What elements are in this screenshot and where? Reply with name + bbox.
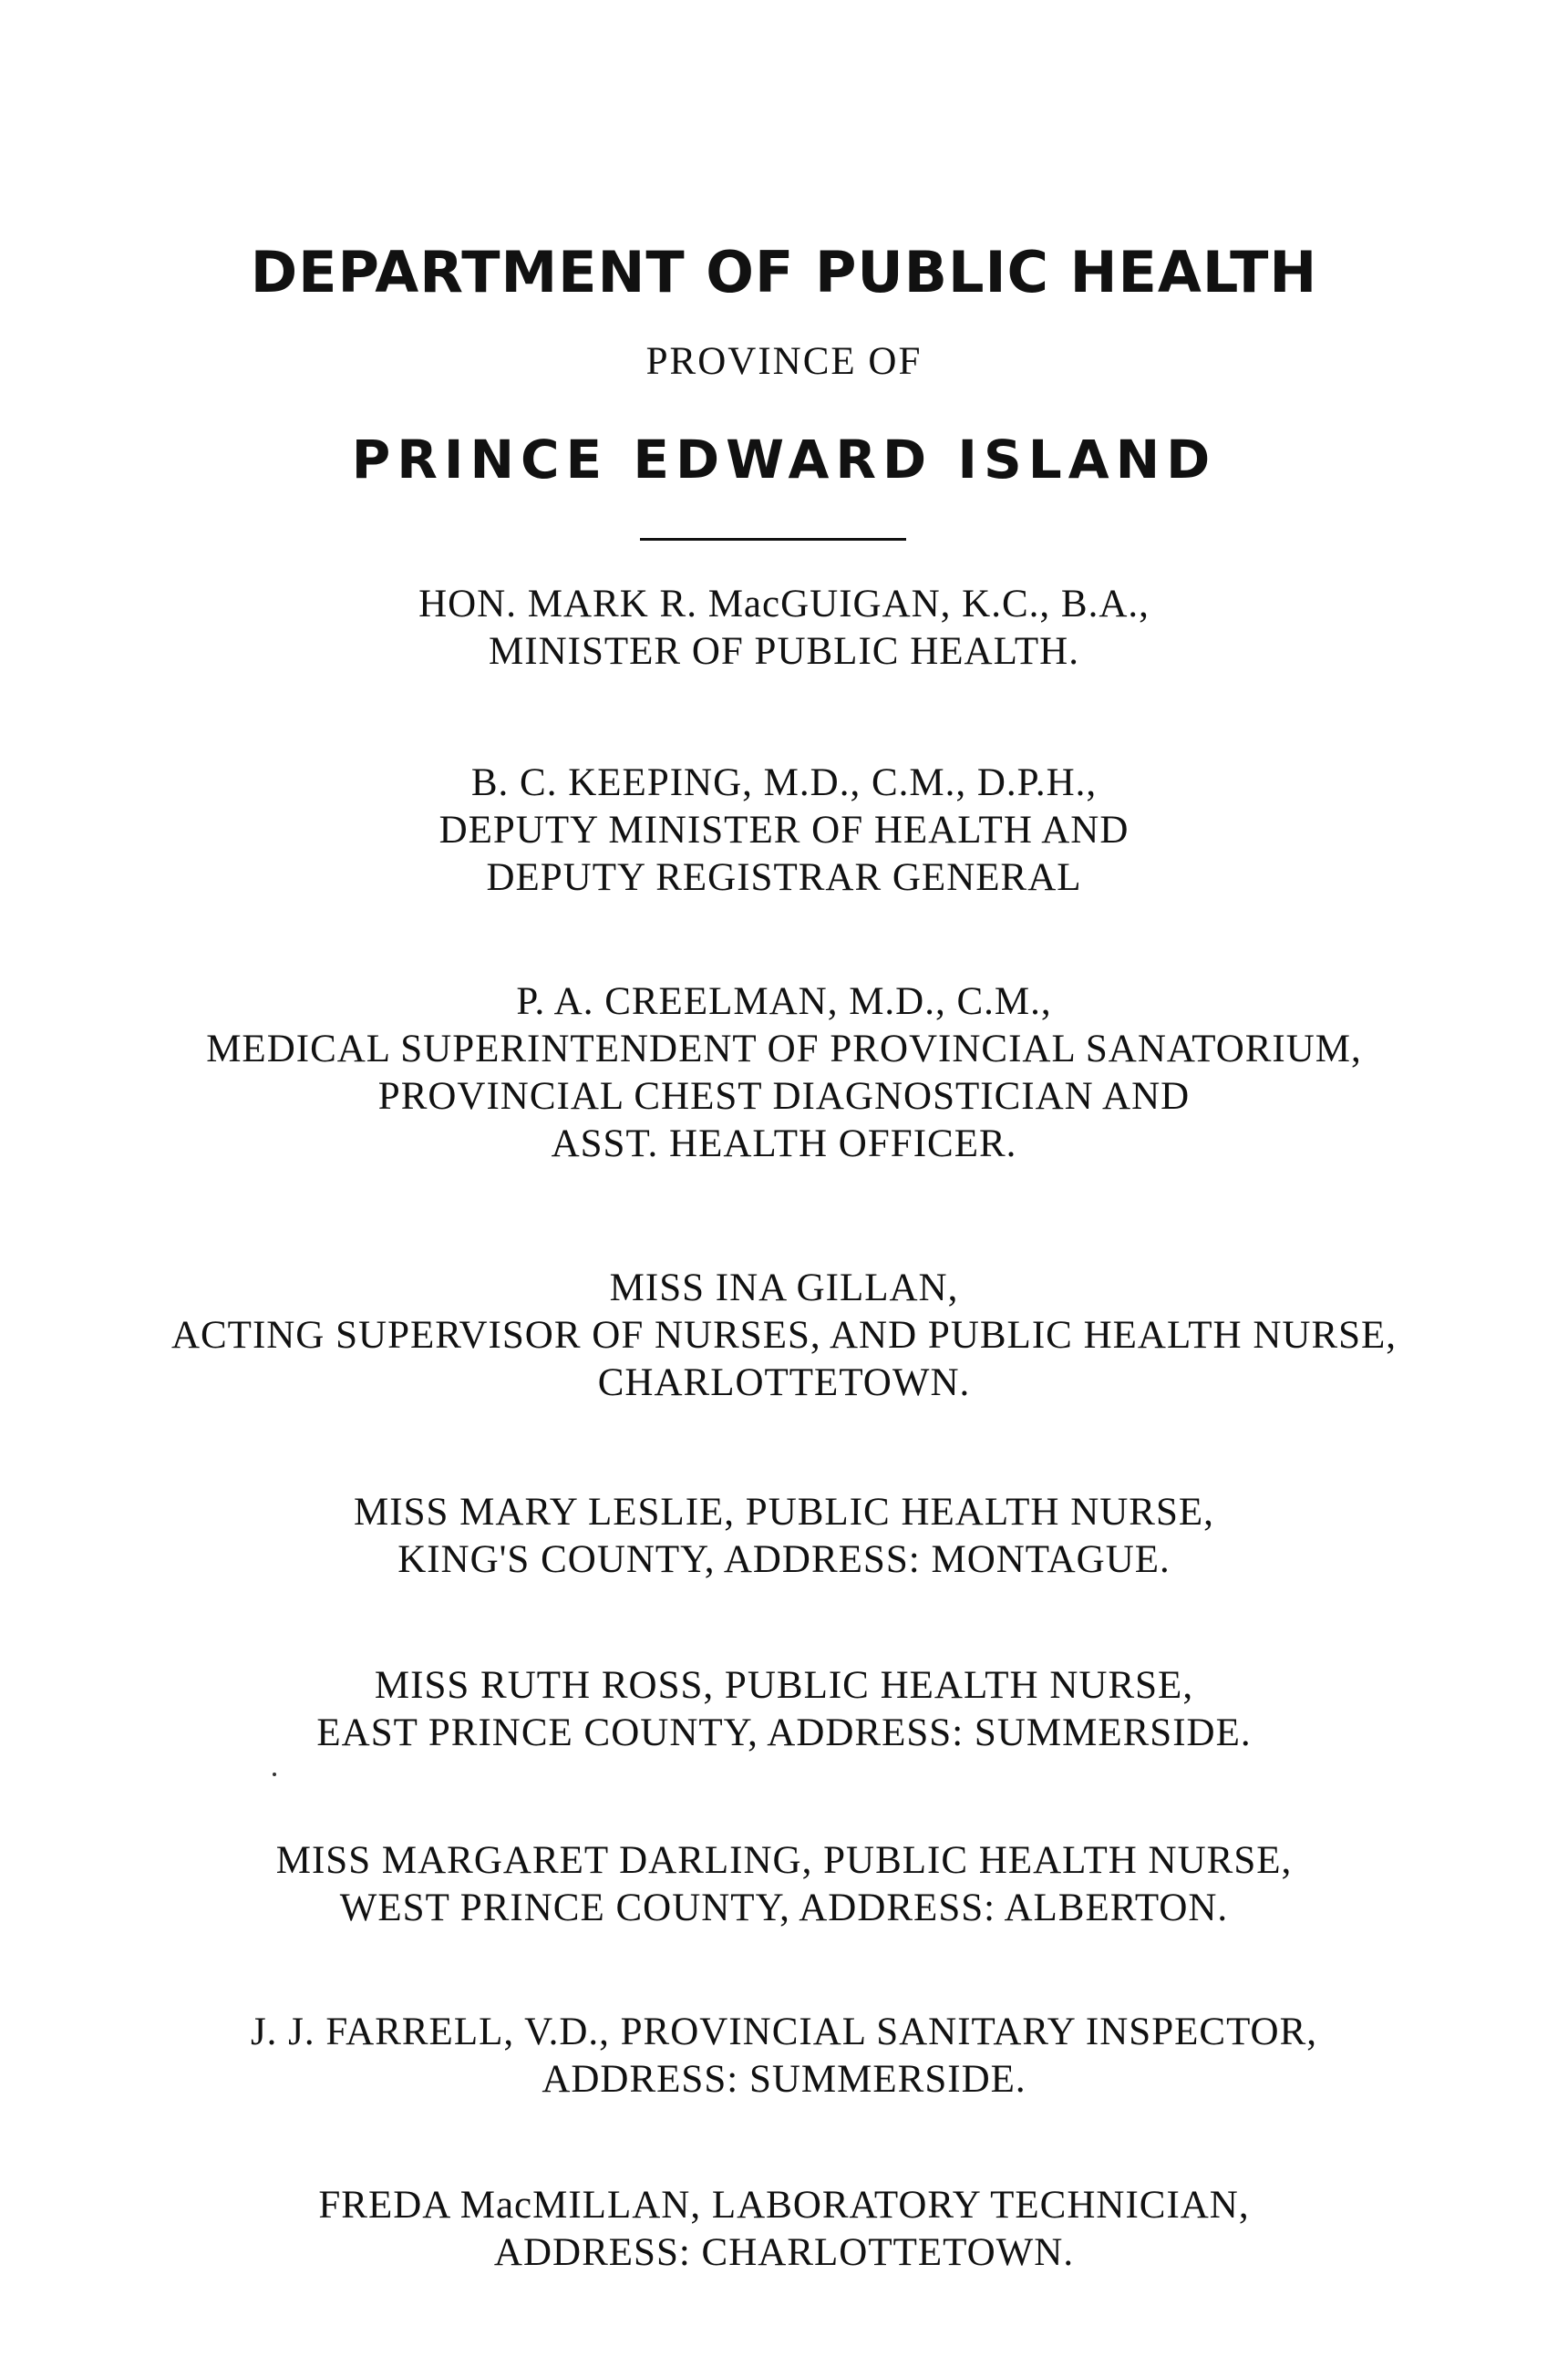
province-of-label: PROVINCE OF — [645, 340, 923, 383]
staff-line: P. A. CREELMAN, M.D., C.M., — [516, 980, 1052, 1023]
staff-entry-medical-superintendent — [0, 978, 1568, 1168]
staff-line: MINISTER OF PUBLIC HEALTH. — [489, 630, 1079, 673]
staff-line: DEPUTY MINISTER OF HEALTH AND — [438, 809, 1130, 852]
staff-line: ACTING SUPERVISOR OF NURSES, AND PUBLIC HEALTH NURSE, — [170, 1314, 1398, 1357]
staff-entry-east-prince-nurse — [0, 1662, 1568, 1757]
staff-line: B. C. KEEPING, M.D., C.M., D.P.H., — [470, 761, 1098, 804]
staff-line: MISS MARGARET DARLING, PUBLIC HEALTH NURSE, — [275, 1839, 1293, 1882]
staff-line: DEPUTY REGISTRAR GENERAL — [486, 856, 1082, 899]
staff-entry-west-prince-nurse — [0, 1837, 1568, 1932]
staff-line: ADDRESS: SUMMERSIDE. — [542, 2058, 1026, 2101]
staff-entry-supervisor-of-nurses — [0, 1265, 1568, 1407]
staff-line: MISS RUTH ROSS, PUBLIC HEALTH NURSE, — [374, 1664, 1194, 1707]
staff-line: WEST PRINCE COUNTY, ADDRESS: ALBERTON. — [339, 1887, 1229, 1929]
staff-line: MISS MARY LESLIE, PUBLIC HEALTH NURSE, — [354, 1491, 1214, 1534]
staff-line: CHARLOTTETOWN. — [597, 1361, 971, 1404]
staff-entry-laboratory-technician — [0, 2182, 1568, 2277]
staff-line: PROVINCIAL CHEST DIAGNOSTICIAN AND — [377, 1075, 1191, 1118]
staff-line: KING'S COUNTY, ADDRESS: MONTAGUE. — [397, 1538, 1171, 1581]
staff-line: FREDA MacMILLAN, LABORATORY TECHNICIAN, — [318, 2184, 1250, 2227]
staff-entry-sanitary-inspector — [0, 2009, 1568, 2104]
staff-entry-minister — [0, 581, 1568, 676]
staff-line: MISS INA GILLAN, — [609, 1266, 959, 1309]
staff-line: EAST PRINCE COUNTY, ADDRESS: SUMMERSIDE. — [316, 1711, 1252, 1754]
staff-line: HON. MARK R. MacGUIGAN, K.C., B.A., — [418, 583, 1150, 625]
province-name: PRINCE EDWARD ISLAND — [351, 429, 1217, 491]
title-divider — [640, 538, 906, 541]
staff-line: ASST. HEALTH OFFICER. — [551, 1122, 1017, 1165]
department-title: DEPARTMENT OF PUBLIC HEALTH — [250, 239, 1318, 305]
staff-entry-kings-county-nurse — [0, 1489, 1568, 1584]
staff-line: J. J. FARRELL, V.D., PROVINCIAL SANITARY INSPECTOR, — [250, 2011, 1318, 2053]
print-speck — [273, 1773, 276, 1776]
staff-line: ADDRESS: CHARLOTTETOWN. — [493, 2231, 1075, 2274]
staff-line: MEDICAL SUPERINTENDENT OF PROVINCIAL SANATORIUM, — [206, 1028, 1362, 1070]
staff-entry-deputy-minister — [0, 760, 1568, 902]
